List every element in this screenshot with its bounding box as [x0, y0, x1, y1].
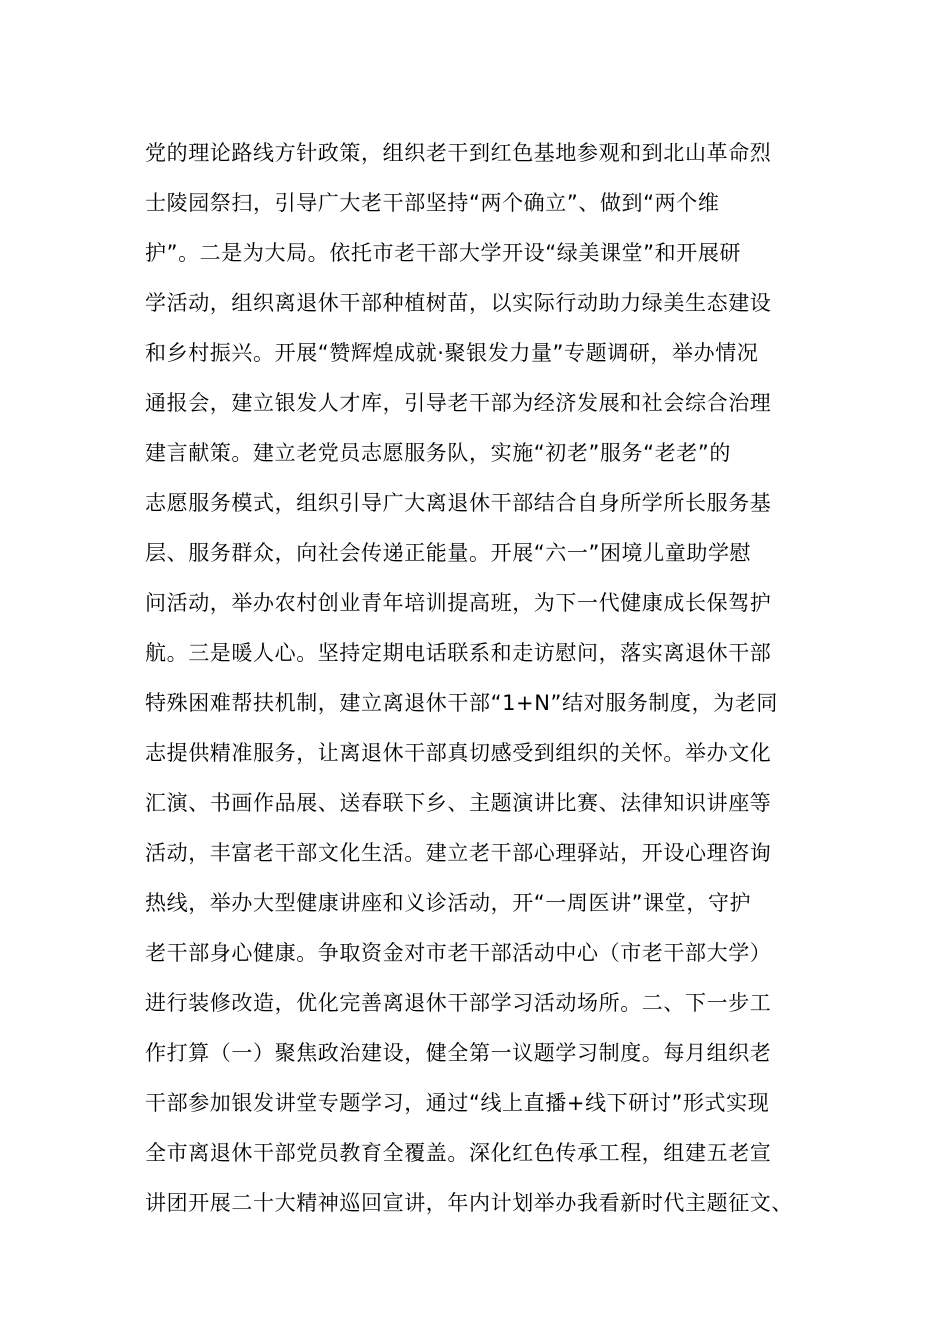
text-line: 活动，丰富老干部文化生活。建立老干部心理驿站，开设心理咨询 — [145, 841, 772, 865]
text-line: 问活动，举办农村创业青年培训提高班，为下一代健康成长保驾护 — [145, 591, 772, 615]
text-line: 讲团开展二十大精神巡回宣讲，年内计划举办我看新时代主题征文、 — [145, 1191, 793, 1215]
text-line: 志提供精准服务，让离退休干部真切感受到组织的关怀。举办文化 — [145, 741, 772, 765]
text-line: 学活动，组织离退休干部种植树苗，以实际行动助力绿美生态建设 — [145, 291, 772, 315]
text-line: 和乡村振兴。开展“赞辉煌成就·聚银发力量”专题调研，举办情况 — [145, 341, 759, 365]
text-line: 航。三是暖人心。坚持定期电话联系和走访慰问，落实离退休干部 — [145, 641, 772, 665]
text-line: 层、服务群众，向社会传递正能量。开展“六一”困境儿童助学慰 — [145, 541, 752, 565]
text-line: 党的理论路线方针政策，组织老干到红色基地参观和到北山革命烈 — [145, 141, 772, 165]
text-line: 士陵园祭扫，引导广大老干部坚持“两个确立”、做到“两个维 — [145, 191, 720, 215]
text-line: 老干部身心健康。争取资金对市老干部活动中心（市老干部大学） — [145, 941, 772, 965]
text-line: 热线，举办大型健康讲座和义诊活动，开“一周医讲”课堂，守护 — [145, 891, 752, 915]
text-line: 特殊困难帮扶机制，建立离退休干部“1+N”结对服务制度，为老同 — [145, 691, 779, 715]
text-line: 全市离退休干部党员教育全覆盖。深化红色传承工程，组建五老宣 — [145, 1141, 772, 1165]
text-line: 进行装修改造，优化完善离退休干部学习活动场所。二、下一步工 — [145, 991, 772, 1015]
text-line: 护”。二是为大局。依托市老干部大学开设“绿美课堂”和开展研 — [145, 241, 742, 265]
body-text — [145, 128, 825, 1228]
text-line: 志愿服务模式，组织引导广大离退休干部结合自身所学所长服务基 — [145, 491, 772, 515]
text-line: 作打算（一）聚焦政治建设，健全第一议题学习制度。每月组织老 — [145, 1041, 772, 1065]
text-line: 通报会，建立银发人才库，引导老干部为经济发展和社会综合治理 — [145, 391, 772, 415]
text-line: 建言献策。建立老党员志愿服务队，实施“初老”服务“老老”的 — [145, 441, 731, 465]
text-line: 汇演、书画作品展、送春联下乡、主题演讲比赛、法律知识讲座等 — [145, 791, 772, 815]
text-line: 干部参加银发讲堂专题学习，通过“线上直播+线下研讨”形式实现 — [145, 1091, 770, 1115]
